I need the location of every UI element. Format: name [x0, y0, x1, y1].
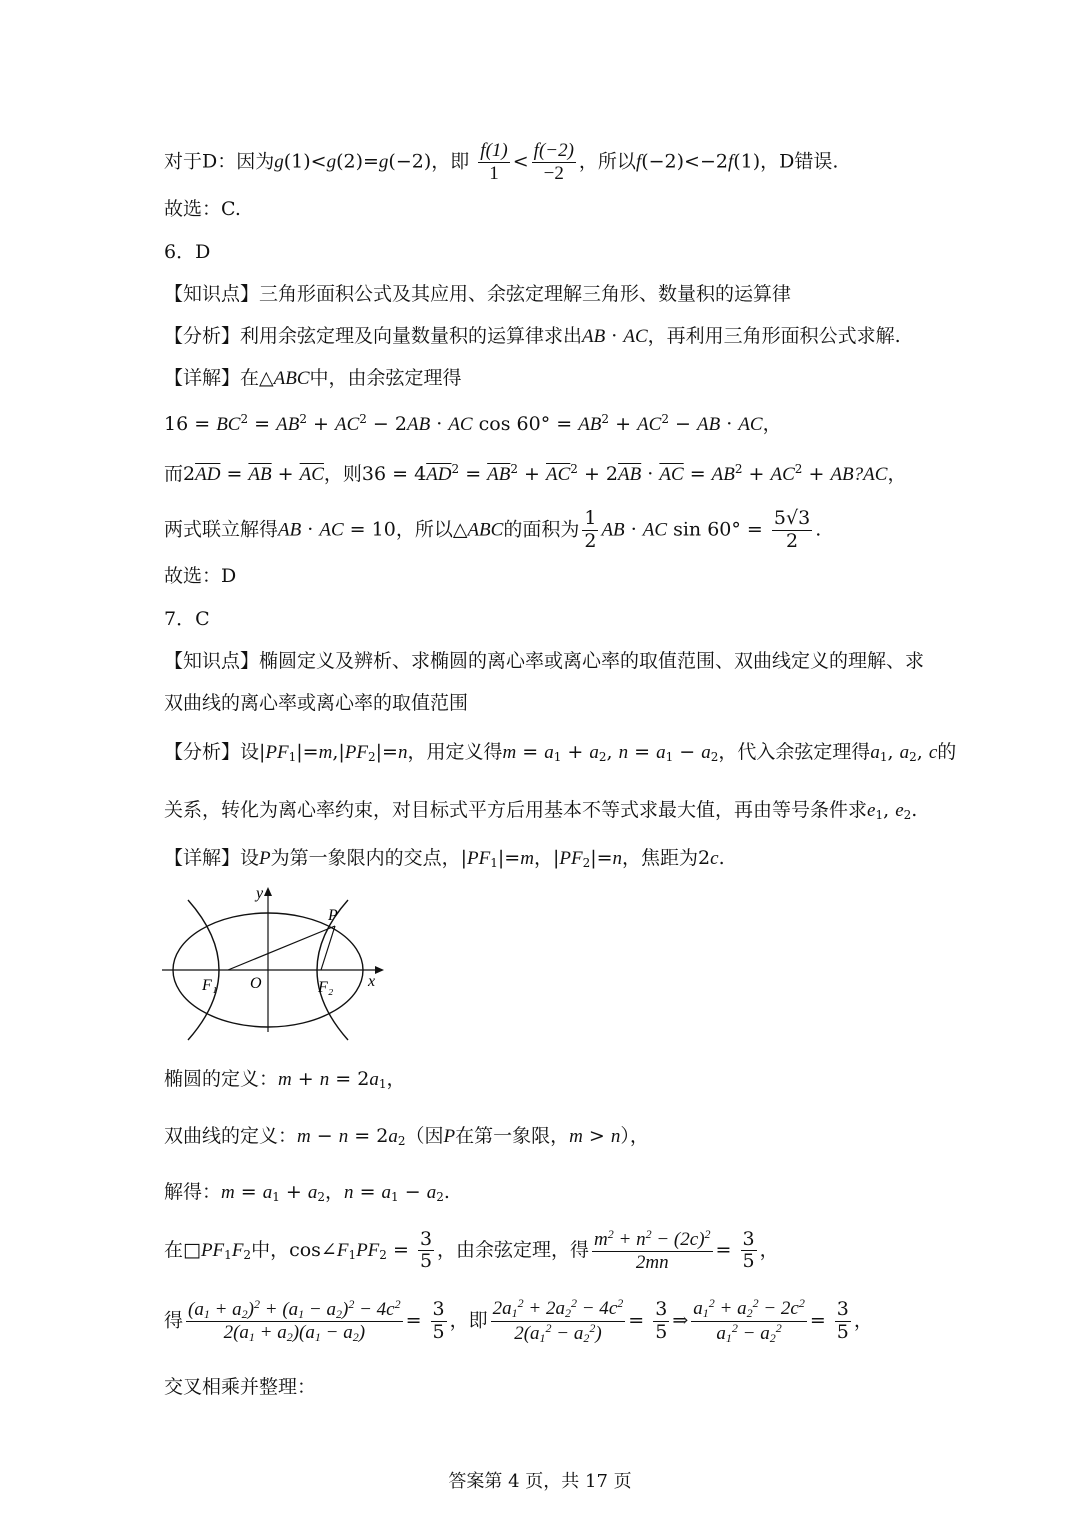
- line-cosine-law: 在$□PF_1F_2$中，$\cos\angle F_1PF_2$ = $\frac{3}{5}$ ，由余弦定理，得 $\frac{m^2 + n^2 - (2c)^2}{2mn}$ = $\frac{3}{5}$ ，: [164, 1227, 779, 1273]
- page-footer: 答案第 4 页，共 17 页: [448, 1471, 632, 1492]
- line-q7-header: 7．C: [164, 608, 210, 630]
- line-q7-analysis-1: 【分析】设$|PF_1|=m,|PF_2|=n$，用定义得$m = a_1 + a_2$, $n = a_1 - a_2$，代入余弦定理得$a_1$, $a_2$, c的: [164, 741, 957, 764]
- line-q7-analysis-2: 关系，转化为离心率约束，对目标式平方后用基本不等式求最大值，再由等号条件求$e_1$, $e_2$.: [164, 799, 918, 822]
- line-q7-knowledge-2: 双曲线的离心率或离心率的取值范围: [164, 692, 469, 714]
- ellipse-hyperbola-figure: [160, 882, 390, 1042]
- line-q6-knowledge: 【知识点】三角形面积公式及其应用、余弦定理解三角形、数量积的运算律: [164, 283, 792, 305]
- line-answer-d: 故选：D: [164, 565, 237, 587]
- line-answer-c: 故选：C.: [164, 198, 241, 220]
- line-q6-eq2: 而$2\overline{AD} = \overline{AB} + \overline{AC}$，则$36 = 4\overline{AD}^2 = \overline{AB}^2 + \overline{AC}^2 + 2\overline{AB} \cdot \overline{AC} = AB^2 + AC^2$ + AB?AC，: [164, 462, 907, 485]
- label-f1: F₁: [202, 977, 218, 994]
- line-q7-detail: 【详解】设P为第一象限内的交点，$|PF_1|=m$，$|PF_2|=n$，焦距为2c.: [164, 847, 725, 870]
- label-f2: F₂: [318, 979, 334, 996]
- label-o: O: [250, 975, 262, 992]
- line-q6-analysis: 【分析】利用余弦定理及向量数量积的运算律求出AB · AC，再利用三角形面积公式求解.: [164, 325, 901, 347]
- segment-pf2: [321, 926, 335, 970]
- line-cross-multiply: 交叉相乘并整理：: [164, 1376, 317, 1398]
- line-solve: 解得：$m = a_1 + a_2$，$n = a_1 - a_2$.: [164, 1181, 450, 1204]
- y-axis-arrow: [264, 887, 272, 896]
- line-substitution: 得 $\frac{(a_1 + a_2)^2 + (a_1 - a_2)^2 - 4c^2}{2(a_1 + a_2)(a_1 - a_2)}$ = $\frac{3}{5}$ ，即 $\frac{2a_1^2 + 2a_2^2 - 4c^2}{2(a_1^2 - a_2^2)}$ = $\frac{3}{5}$ ⇒ $\frac{a_1^2 + a_2^2 - 2c^2}{a_1^2 - a_2^2}$ = $\frac{3}{5}$ ，: [164, 1296, 873, 1345]
- line-q7-knowledge-1: 【知识点】椭圆定义及辨析、求椭圆的离心率或离心率的取值范围、双曲线定义的理解、求: [164, 650, 925, 672]
- line-q6-eq1: $16 = BC^2 = AB^2 + AC^2 - 2AB$ · AC $\cos 60^\circ = AB^2 + AC^2$ − AB · AC，: [164, 412, 782, 435]
- label-p: P: [328, 907, 338, 924]
- line-q6-header: 6．D: [164, 241, 211, 263]
- line-hyperbola-def: 双曲线的定义：$m - n = 2a_2$（因P在第一象限，m > n），: [164, 1125, 649, 1148]
- x-axis-arrow: [375, 966, 384, 974]
- line-ellipse-def: 椭圆的定义：$m + n = 2a_1$，: [164, 1068, 406, 1091]
- label-x: x: [368, 973, 376, 990]
- line-q6-eq3: 两式联立解得AB · AC = 10，所以△ABC的面积为 $\frac{1}{2}$ AB · AC sin 60° = $\frac{5√3}{2}$ .: [164, 507, 822, 552]
- line-q6-detail: 【详解】在△ABC中，由余弦定理得: [164, 367, 462, 389]
- line-d-conclusion: 对于D：因为g(1)<g(2)=g(−2)，即 $\frac{f(1)}{1}$ < $\frac{f(-2)}{-2}$ ，所以f(−2)<−2f(1)，D错误.: [164, 140, 839, 184]
- label-y: y: [256, 885, 264, 902]
- segment-pf1: [228, 926, 335, 970]
